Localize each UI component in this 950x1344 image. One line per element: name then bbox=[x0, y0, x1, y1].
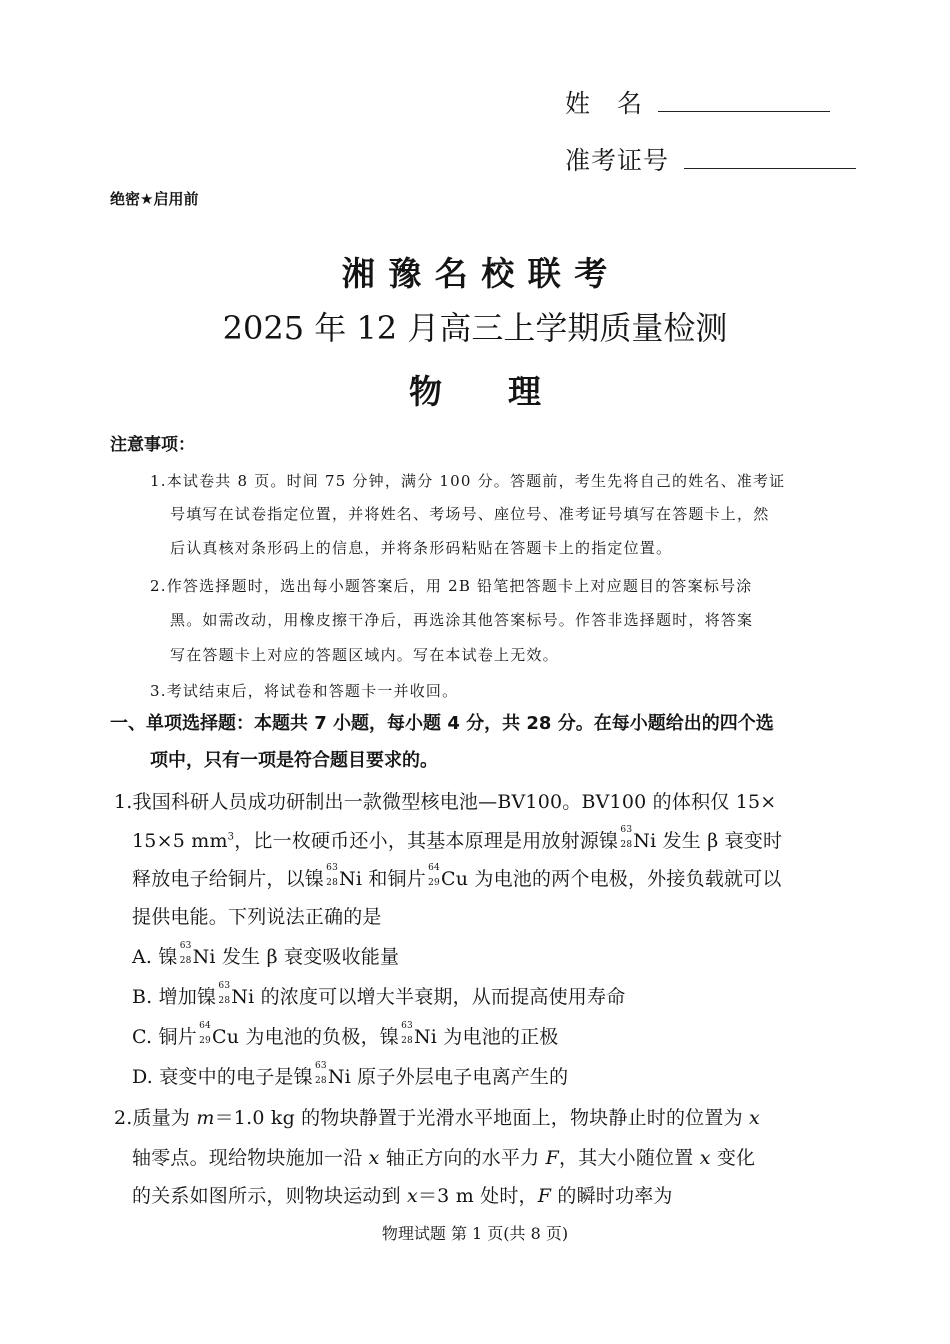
name-label: 姓 名 bbox=[565, 89, 644, 118]
subject-title: 物 理 bbox=[409, 372, 541, 411]
q1-option-d[interactable]: D. 衰变中的电子是镍 63 28 Ni 原子外层电子电离产生的 bbox=[132, 1061, 569, 1088]
notice-line: 3.考试结束后，将试卷和答题卡一并收回。 bbox=[150, 682, 459, 700]
name-field-row bbox=[565, 84, 830, 120]
q1-option-b[interactable]: B. 增加镍 63 28 Ni 的浓度可以增大半衰期，从而提高使用寿命 bbox=[132, 981, 626, 1008]
nuclide-ni63: 63 28 bbox=[179, 941, 192, 966]
nuclide-ni63: 63 28 bbox=[218, 981, 231, 1006]
exam-subtitle: 2025 年 12 月高三上学期质量检测 bbox=[222, 309, 728, 347]
notice-line: 号填写在试卷指定位置，并将姓名、考场号、座位号、准考证号填写在答题卡上，然 bbox=[170, 505, 770, 523]
id-field-row bbox=[565, 141, 856, 177]
name-blank[interactable] bbox=[658, 111, 830, 112]
notice-line: 1.本试卷共 8 页。时间 75 分钟，满分 100 分。答题前，考生先将自己的姓名、准考证 bbox=[150, 472, 786, 490]
q2-stem-line: 轴零点。现给物块施加一沿 x 轴正方向的水平力 F，其大小随位置 x 变化 bbox=[132, 1147, 756, 1169]
section-heading: 一、单项选择题：本题共 7 小题，每小题 4 分，共 28 分。在每小题给出的四个选 bbox=[110, 713, 774, 734]
notice-line: 后认真核对条形码上的信息，并将条形码粘贴在答题卡上的指定位置。 bbox=[170, 539, 673, 557]
nuclide-ni63: 63 28 bbox=[326, 863, 339, 888]
id-label: 准考证号 bbox=[565, 146, 670, 175]
q2-stem-line: 2.质量为 m＝1.0 kg 的物块静置于光滑水平地面上，物块静止时的位置为 x bbox=[114, 1107, 760, 1129]
q1-stem-line: 释放电子给铜片，以镍 63 28 Ni 和铜片 64 29 Cu 为电池的两个电极，外接负载就可以 bbox=[132, 863, 782, 890]
notice-heading: 注意事项： bbox=[110, 435, 195, 455]
nuclide-ni63: 63 28 bbox=[401, 1021, 413, 1046]
q1-option-c[interactable]: C. 铜片 64 29 Cu 为电池的负极，镍 63 28 Ni 为电池的正极 bbox=[132, 1021, 559, 1048]
notice-line: 黑。如需改动，用橡皮擦干净后，再选涂其他答案标号。作答非选择题时，将答案 bbox=[170, 611, 754, 629]
q1-stem-line: 提供电能。下列说法正确的是 bbox=[132, 906, 382, 928]
section-heading-cont: 项中，只有一项是符合题目要求的。 bbox=[150, 750, 438, 771]
nuclide-ni63: 63 28 bbox=[314, 1061, 327, 1086]
q1-stem-line: 15×5 $mm^3$，比一枚硬币还小，其基本原理是用放射源镍 63 28 Ni 发生 β 衰变时 bbox=[132, 825, 783, 852]
page-footer: 物理试题 第 1 页(共 8 页) bbox=[381, 1224, 569, 1243]
id-blank[interactable] bbox=[684, 168, 856, 169]
q1-stem-line: 1.我国科研人员成功研制出一款微型核电池—BV100。BV100 的体积仅 15× bbox=[114, 791, 777, 813]
nuclide-ni63: 63 28 bbox=[620, 825, 633, 850]
nuclide-cu64: 64 29 bbox=[428, 863, 440, 888]
notice-line: 写在答题卡上对应的答题区域内。写在本试卷上无效。 bbox=[170, 646, 559, 664]
notice-line: 2.作答选择题时，选出每小题答案后，用 2B 铅笔把答题卡上对应题目的答案标号涂 bbox=[150, 577, 753, 595]
q1-option-a[interactable]: A. 镍 63 28 Ni 发生 β 衰变吸收能量 bbox=[132, 941, 400, 968]
exam-title: 湘 豫 名 校 联 考 bbox=[341, 254, 609, 293]
q2-stem-line: 的关系如图所示，则物块运动到 x＝3 m 处时，F 的瞬时功率为 bbox=[132, 1185, 673, 1207]
nuclide-cu64: 64 29 bbox=[199, 1021, 211, 1046]
secret-label: 绝密★启用前 bbox=[110, 190, 199, 208]
